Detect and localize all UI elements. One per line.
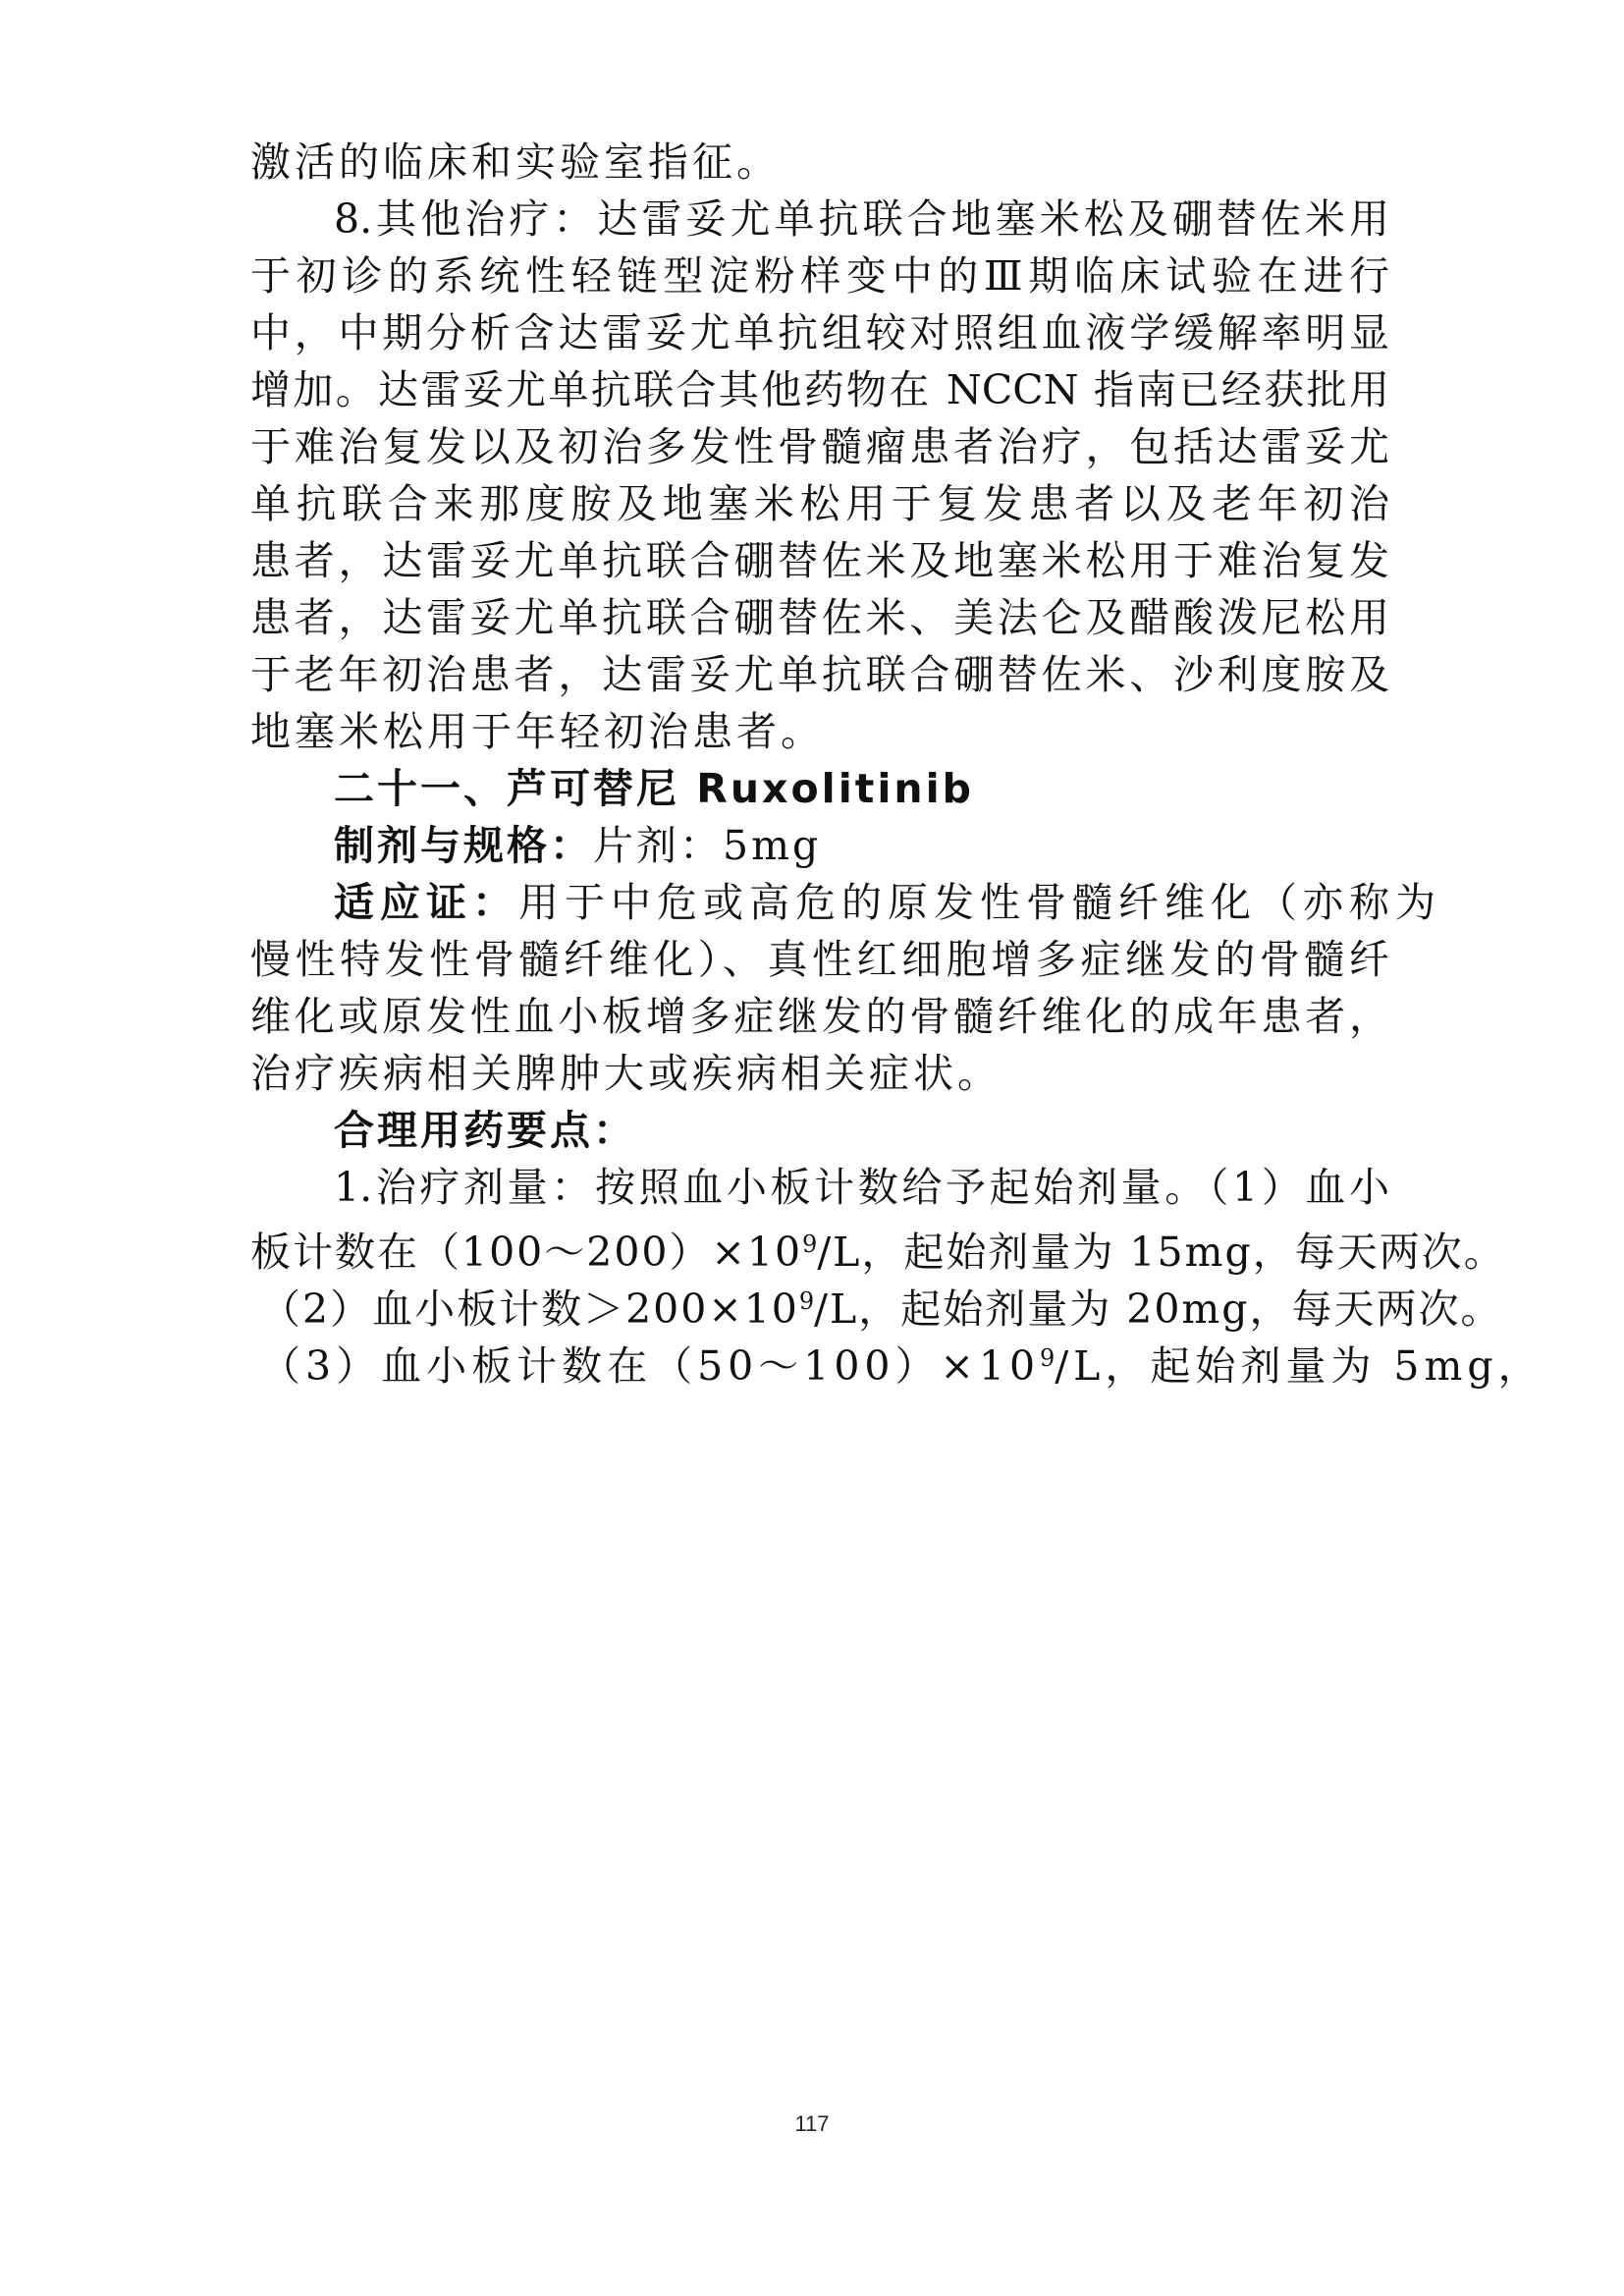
dose-text: /L，起始剂量为 15mg，每天两次。 — [817, 1229, 1506, 1276]
paragraph-line: 中，中期分析含达雷妥尤单抗组较对照组血液学缓解率明显 — [250, 309, 1389, 356]
dose-text: （2）血小板计数＞200×10 — [260, 1285, 799, 1333]
indication-label: 适应证： — [334, 879, 518, 926]
exponent: 9 — [1040, 1344, 1056, 1372]
paragraph-line: 激活的临床和实验室指征。 — [250, 138, 781, 186]
dose-text: /L，起始剂量为 20mg，每天两次。 — [814, 1285, 1503, 1333]
dose-text: 板计数在（100～200）×10 — [250, 1229, 803, 1276]
dose-text: （3）血小板计数在（50～100）×10 — [260, 1342, 1041, 1390]
paragraph-line: 增加。达雷妥尤单抗联合其他药物在 NCCN 指南已经获批用 — [250, 366, 1389, 413]
paragraph-line: 于难治复发以及初治多发性骨髓瘤患者治疗，包括达雷妥尤 — [250, 423, 1389, 470]
section-heading: 二十一、芦可替尼 Ruxolitinib — [334, 765, 974, 812]
spec-text: 片剂：5mg — [593, 822, 822, 869]
dose-line — [260, 1329, 1543, 1390]
paragraph-line: 单抗联合来那度胺及地塞米松用于复发患者以及老年初治 — [250, 480, 1389, 527]
dose-line: 1.治疗剂量：按照血小板计数给予起始剂量。（1）血小 — [334, 1164, 1389, 1211]
points-heading: 合理用药要点： — [334, 1107, 636, 1154]
spec-line — [334, 816, 1389, 875]
indication-line: 治疗疾病相关脾肿大或疾病相关症状。 — [250, 1050, 1001, 1097]
indication-line — [334, 873, 1441, 932]
paragraph-line: 患者，达雷妥尤单抗联合硼替佐米、美法仑及醋酸泼尼松用 — [250, 594, 1389, 641]
spec-label: 制剂与规格： — [334, 822, 593, 869]
indication-text: 用于中危或高危的原发性骨髓纤维化（亦称为 — [518, 879, 1441, 926]
paragraph-line: 于初诊的系统性轻链型淀粉样变中的Ⅲ期临床试验在进行 — [250, 252, 1389, 300]
exponent: 9 — [798, 1287, 815, 1315]
indication-line: 维化或原发性血小板增多症继发的骨髓纤维化的成年患者， — [250, 993, 1389, 1040]
paragraph-line: 患者，达雷妥尤单抗联合硼替佐米及地塞米松用于难治复发 — [250, 537, 1389, 584]
paragraph-line: 地塞米松用于年轻初治患者。 — [250, 708, 825, 755]
dose-text: /L，起始剂量为 5mg， — [1055, 1342, 1543, 1390]
exponent: 9 — [802, 1230, 818, 1258]
indication-line: 慢性特发性骨髓纤维化）、真性红细胞增多症继发的骨髓纤 — [250, 936, 1389, 983]
paragraph-line: 于老年初治患者，达雷妥尤单抗联合硼替佐米、沙利度胺及 — [250, 651, 1389, 698]
dose-line — [250, 1215, 1506, 1276]
paragraph-line: 8.其他治疗：达雷妥尤单抗联合地塞米松及硼替佐米用 — [334, 195, 1389, 243]
page-number: 117 — [794, 2111, 830, 2136]
dose-line — [260, 1272, 1503, 1333]
